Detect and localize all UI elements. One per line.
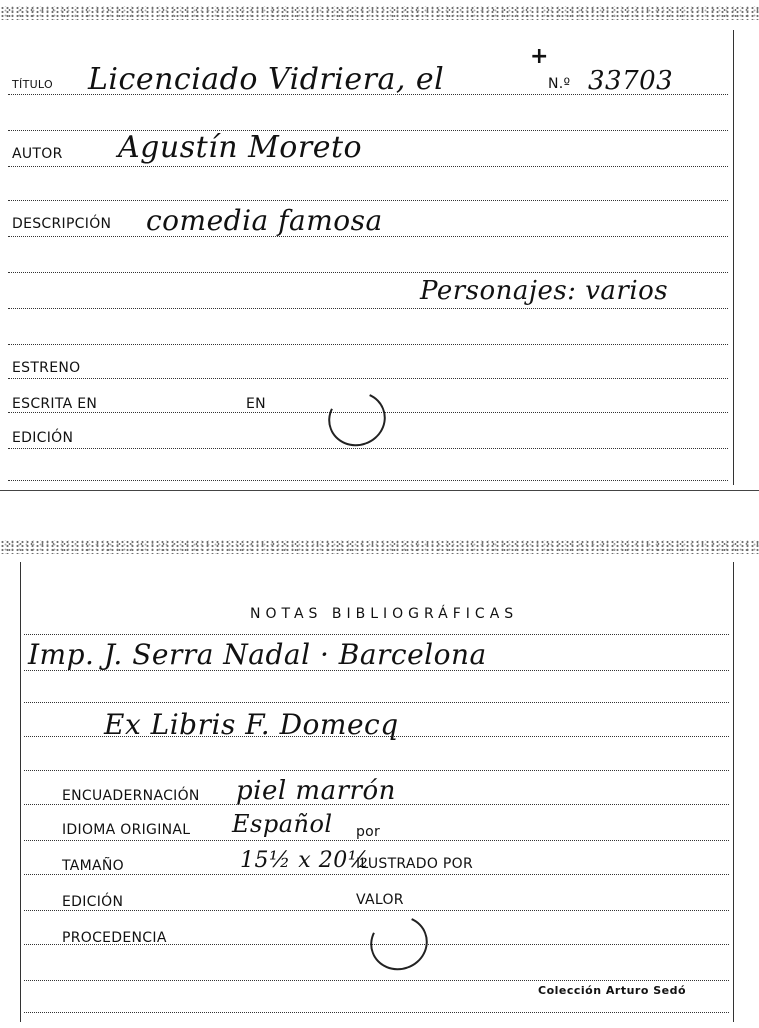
en-label: EN bbox=[246, 396, 266, 412]
valor-label: VALOR bbox=[356, 892, 404, 908]
tamano-value: 15½ x 20½ bbox=[240, 848, 370, 873]
note-line-2: Ex Libris F. Domecq bbox=[104, 708, 399, 741]
punch-hole bbox=[321, 384, 394, 455]
card-edge-speckle bbox=[0, 540, 759, 554]
procedencia-label: PROCEDENCIA bbox=[62, 930, 167, 946]
rule-line bbox=[24, 840, 729, 841]
rule-line bbox=[8, 308, 728, 309]
punch-hole bbox=[363, 908, 436, 979]
idioma-original-value: Español bbox=[232, 810, 333, 838]
titulo-label: TÍTULO bbox=[12, 78, 53, 91]
card-left-border bbox=[20, 562, 21, 1022]
rule-line bbox=[8, 344, 728, 345]
autor-label: AUTOR bbox=[12, 146, 63, 162]
edicion-label: EDICIÓN bbox=[12, 430, 74, 446]
card-right-border bbox=[733, 30, 734, 485]
por-label: por bbox=[356, 824, 381, 840]
rule-line bbox=[8, 378, 728, 379]
descripcion-label: DESCRIPCIÓN bbox=[12, 216, 112, 232]
rule-line bbox=[8, 130, 728, 131]
rule-line bbox=[24, 634, 729, 635]
rule-line bbox=[8, 448, 728, 449]
coleccion-credit: Colección Arturo Sedó bbox=[538, 984, 687, 997]
edicion-label: EDICIÓN bbox=[62, 894, 124, 910]
autor-value: Agustín Moreto bbox=[118, 130, 363, 165]
titulo-value: Licenciado Vidriera, el bbox=[88, 62, 445, 97]
ilustrado-por-label: ILUSTRADO POR bbox=[356, 856, 473, 872]
plus-mark: + bbox=[530, 44, 549, 69]
rule-line bbox=[8, 480, 728, 481]
catalog-card-back bbox=[0, 540, 759, 1028]
numero-value: 33703 bbox=[588, 66, 674, 96]
rule-line bbox=[24, 910, 729, 911]
tamano-label: TAMAÑO bbox=[62, 858, 124, 874]
card-bottom-edge bbox=[0, 490, 759, 491]
rule-line bbox=[24, 980, 729, 981]
rule-line bbox=[24, 770, 729, 771]
rule-line bbox=[8, 272, 728, 273]
estreno-label: ESTRENO bbox=[12, 360, 81, 376]
numero-label: N.º bbox=[548, 76, 571, 92]
rule-line bbox=[8, 166, 728, 167]
note-line-1: Imp. J. Serra Nadal · Barcelona bbox=[28, 638, 487, 671]
card-edge-speckle bbox=[0, 6, 759, 20]
notas-heading: NOTAS BIBLIOGRÁFICAS bbox=[250, 606, 519, 622]
personajes-value: Personajes: varios bbox=[420, 276, 669, 306]
descripcion-value: comedia famosa bbox=[146, 204, 383, 237]
catalog-card-front bbox=[0, 0, 759, 492]
rule-line bbox=[24, 702, 729, 703]
rule-line bbox=[24, 1012, 729, 1013]
rule-line bbox=[8, 200, 728, 201]
rule-line bbox=[24, 874, 729, 875]
escrita-en-label: ESCRITA EN bbox=[12, 396, 98, 412]
encuadernacion-label: ENCUADERNACIÓN bbox=[62, 788, 200, 804]
idioma-original-label: IDIOMA ORIGINAL bbox=[62, 822, 191, 838]
card-right-border bbox=[733, 562, 734, 1022]
encuadernacion-value: piel marrón bbox=[236, 776, 396, 806]
